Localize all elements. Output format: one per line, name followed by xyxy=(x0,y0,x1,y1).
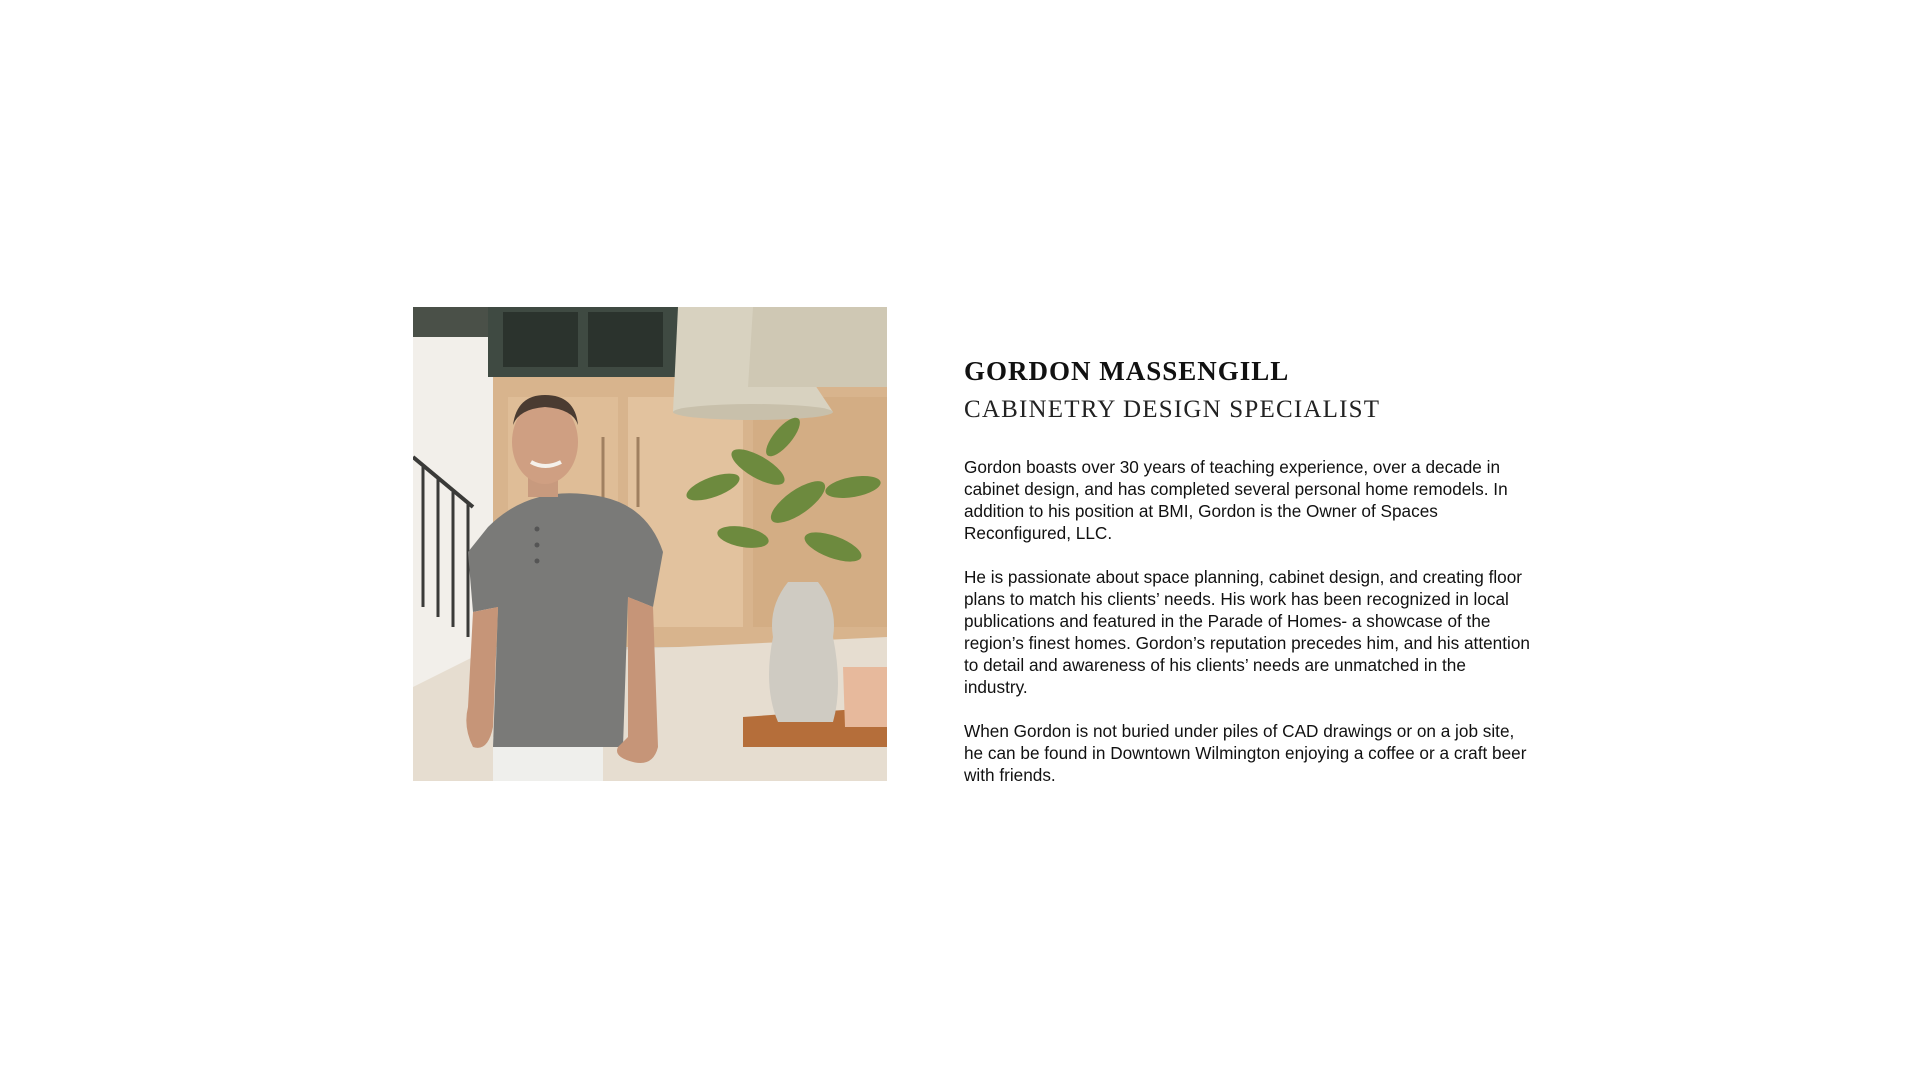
bio-text xyxy=(964,456,1534,786)
bio-paragraph: Gordon boasts over 30 years of teaching experience, over a decade in cabinet design, and has completed several personal home remodels. In addition to his position at BMI, Gordon is the Owner of Spaces Reconfigured, LLC. xyxy=(964,457,1508,543)
bio-paragraph: He is passionate about space planning, cabinet design, and creating floor plans to match his clients’ needs. His work has been recognized in local publications and featured in the Parade of Homes- a showcase of the region’s finest homes. Gordon’s reputation precedes him, and his attention to detail and awareness of his clients’ needs are unmatched in the industry. xyxy=(964,567,1530,697)
bio-paragraph: When Gordon is not buried under piles of CAD drawings or on a job site, he can be found in Downtown Wilmington enjoying a coffee or a craft beer with friends. xyxy=(964,721,1527,785)
job-title: CABINETRY DESIGN SPECIALIST xyxy=(964,396,1381,423)
bio-section xyxy=(964,354,1534,808)
person-name: GORDON MASSENGILL xyxy=(964,356,1290,386)
portrait-photo xyxy=(413,307,887,781)
